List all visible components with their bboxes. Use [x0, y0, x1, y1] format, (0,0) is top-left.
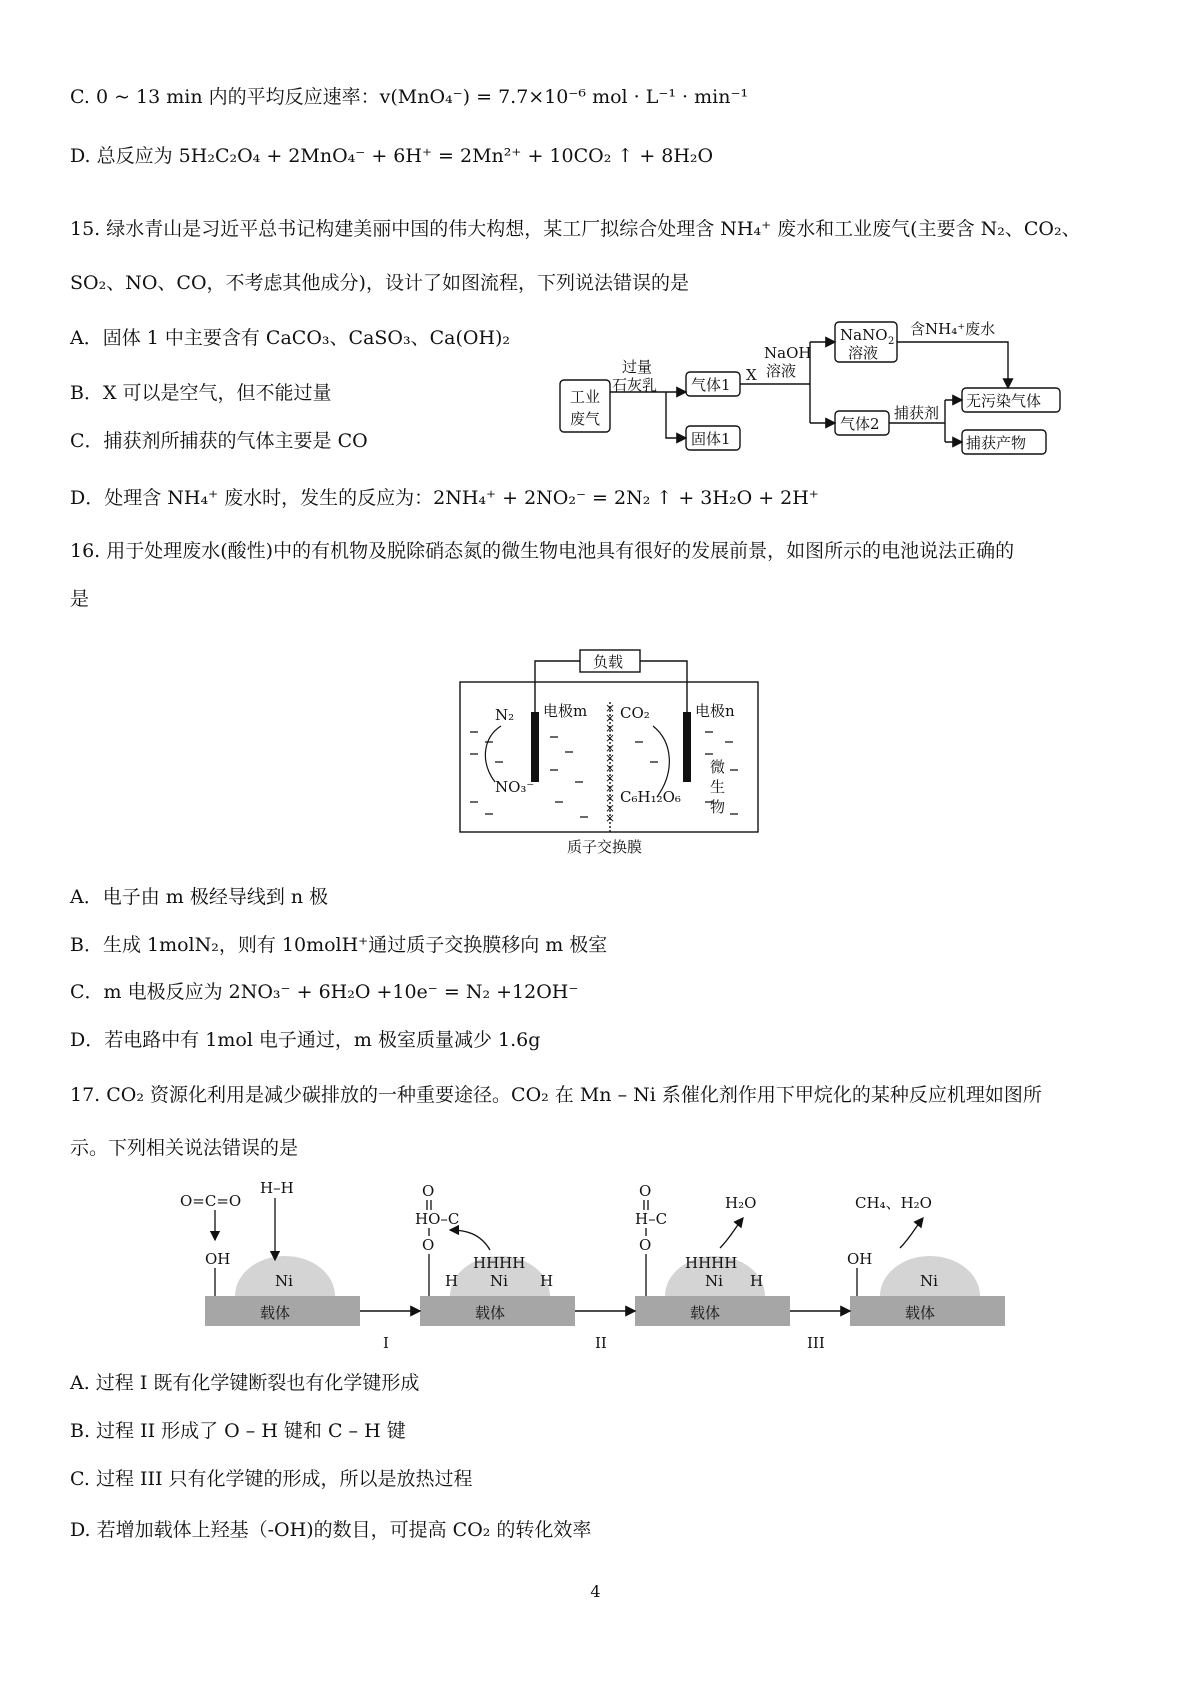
load-label: 负载 — [593, 653, 624, 671]
support-label-3: 载体 — [690, 1304, 721, 1322]
stage2-h-left: H — [445, 1272, 459, 1290]
q15-option-a: A．固体 1 中主要含有 CaCO₃、CaSO₃、Ca(OH)₂ — [70, 327, 511, 349]
ni-label-3: Ni — [705, 1272, 723, 1290]
q17-option-d: D. 若增加载体上羟基（-OH)的数目，可提高 CO₂ 的转化效率 — [70, 1519, 592, 1541]
step-label-3: III — [807, 1334, 825, 1352]
membrane-cross: × — [605, 741, 616, 755]
q15-stem-line1: 15. 绿水青山是习近平总书记构建美丽中国的伟大构想，某工厂拟综合处理含 NH₄⁺ 废水和工业废气(主要含 N₂、CO₂、 — [70, 218, 1081, 240]
membrane-cross: × — [605, 811, 616, 825]
membrane-cross: × — [605, 701, 616, 715]
q16-stem-line1: 16. 用于处理废水(酸性)中的有机物及脱除硝态氮的微生物电池具有很好的发展前景，如图所示的电池说法正确的 — [70, 540, 1015, 562]
stage3-bottom-o: O — [639, 1236, 652, 1254]
nano2-label2: 溶液 — [848, 344, 879, 362]
q17-option-b: B. 过程 II 形成了 O – H 键和 C – H 键 — [70, 1420, 406, 1442]
q16-stem-line2: 是 — [70, 588, 90, 610]
stage3-top-o: O — [639, 1182, 652, 1200]
membrane-cross: × — [605, 731, 616, 745]
electrode-n-label: 电极n — [695, 702, 735, 720]
q15-option-c: C．捕获剂所捕获的气体主要是 CO — [70, 430, 368, 452]
stage2-h-atoms: HHHH — [473, 1254, 526, 1272]
membrane-cross: × — [605, 801, 616, 815]
q15-stem-line2: SO₂、NO、CO，不考虑其他成分)，设计了如图流程，下列说法错误的是 — [70, 272, 689, 294]
co2-label: CO₂ — [620, 704, 650, 722]
q15-option-d: D．处理含 NH₄⁺ 废水时，发生的反应为：2NH₄⁺ + 2NO₂⁻ = 2N₂ ↑ + 3H₂O + 2H⁺ — [70, 487, 819, 509]
oh-group-4: OH — [847, 1250, 873, 1268]
ni-label-2: Ni — [490, 1272, 508, 1290]
q16-option-d: D．若电路中有 1mol 电子通过，m 极室质量减少 1.6g — [70, 1029, 541, 1051]
co2-molecule: O=C=O — [180, 1192, 242, 1210]
ni-label-4: Ni — [920, 1272, 938, 1290]
support-label-2: 载体 — [475, 1304, 506, 1322]
q17-mechanism-diagram — [175, 1178, 1025, 1358]
ch4-h2o-product: CH₄、H₂O — [855, 1194, 932, 1212]
electrode-n — [683, 712, 691, 782]
q14-option-c: C. 0 ~ 13 min 内的平均反应速率：v(MnO₄⁻) = 7.7×10⁻⁶ mol · L⁻¹ · min⁻¹ — [70, 86, 749, 108]
lime-label2: 石灰乳 — [612, 376, 658, 394]
industrial-gas-label1: 工业 — [570, 388, 601, 406]
electrode-m-label: 电极m — [543, 702, 588, 720]
support-label-4: 载体 — [905, 1304, 936, 1322]
naoh-label1: NaOH — [764, 344, 812, 362]
membrane-cross: × — [605, 791, 616, 805]
stage3-h-right: H — [750, 1272, 764, 1290]
q15-option-b: B．X 可以是空气，但不能过量 — [70, 382, 332, 404]
support-label-1: 载体 — [260, 1304, 291, 1322]
q16-option-a: A．电子由 m 极经导线到 n 极 — [70, 886, 329, 908]
membrane-cross: × — [605, 781, 616, 795]
q16-option-b: B．生成 1molN₂，则有 10molH⁺通过质子交换膜移向 m 极室 — [70, 934, 608, 956]
q15-flow-diagram — [550, 310, 1090, 470]
gas2-label: 气体2 — [840, 415, 880, 433]
q14-option-d: D. 总反应为 5H₂C₂O₄ + 2MnO₄⁻ + 6H⁺ = 2Mn²⁺ + 10CO₂ ↑ + 8H₂O — [70, 145, 714, 167]
nano2-subscript: 2 — [888, 336, 895, 347]
h2o-product-1: H₂O — [725, 1194, 757, 1212]
h2-molecule: H–H — [260, 1179, 294, 1197]
oh-group-1: OH — [205, 1250, 231, 1268]
stage2-bottom-o: O — [422, 1236, 435, 1254]
stage2-h-right: H — [540, 1272, 554, 1290]
microbe-label3: 物 — [710, 798, 726, 816]
membrane-cross: × — [605, 711, 616, 725]
solid1-label: 固体1 — [691, 430, 731, 448]
page-number: 4 — [590, 1582, 601, 1601]
step-label-2: II — [595, 1334, 607, 1352]
q17-option-c: C. 过程 III 只有化学键的形成，所以是放热过程 — [70, 1468, 473, 1490]
q16-battery-diagram — [455, 642, 765, 862]
n2-label: N₂ — [495, 706, 515, 724]
glucose-label: C₆H₁₂O₆ — [620, 788, 681, 806]
no3-to-n2-arrow — [485, 726, 501, 782]
microbe-label2: 生 — [710, 778, 726, 796]
capture-agent-label: 捕获剂 — [894, 404, 940, 422]
industrial-gas-label2: 废气 — [570, 410, 601, 428]
gas1-label: 气体1 — [691, 376, 731, 394]
microbe-label1: 微 — [710, 758, 726, 776]
capture-product-label: 捕获产物 — [966, 434, 1027, 452]
membrane-label: 质子交换膜 — [567, 838, 643, 856]
hco-group: H–C — [635, 1210, 668, 1228]
q17-stem-line1: 17. CO₂ 资源化利用是减少碳排放的一种重要途径。CO₂ 在 Mn – Ni 系催化剂作用下甲烷化的某种反应机理如图所 — [70, 1084, 1042, 1106]
proton-exchange-membrane — [605, 701, 615, 825]
clean-gas-label: 无污染气体 — [966, 392, 1042, 410]
step-label-1: I — [383, 1334, 389, 1352]
stage3-h-atoms: HHHH — [685, 1254, 738, 1272]
q17-option-a: A. 过程 I 既有化学键断裂也有化学键形成 — [70, 1372, 420, 1394]
membrane-cross: × — [605, 771, 616, 785]
nano2-label1: NaNO — [840, 326, 888, 344]
no3-label: NO₃⁻ — [495, 778, 535, 796]
naoh-label2: 溶液 — [766, 362, 797, 380]
solution-dashes — [470, 732, 738, 817]
q17-stem-line2: 示。下列相关说法错误的是 — [70, 1137, 299, 1159]
lime-label1: 过量 — [622, 358, 653, 376]
membrane-cross: × — [605, 761, 616, 775]
nh4-wastewater-label: 含NH₄⁺废水 — [910, 320, 996, 338]
q16-option-c: C．m 电极反应为 2NO₃⁻ + 6H₂O +10e⁻ = N₂ +12OH⁻ — [70, 981, 579, 1003]
membrane-cross: × — [605, 751, 616, 765]
membrane-cross: × — [605, 721, 616, 735]
stage2-top-o: O — [422, 1182, 435, 1200]
x-label: X — [746, 366, 757, 384]
electrode-m — [531, 712, 539, 782]
hoco-group: HO–C — [415, 1210, 460, 1228]
ni-label-1: Ni — [275, 1272, 293, 1290]
